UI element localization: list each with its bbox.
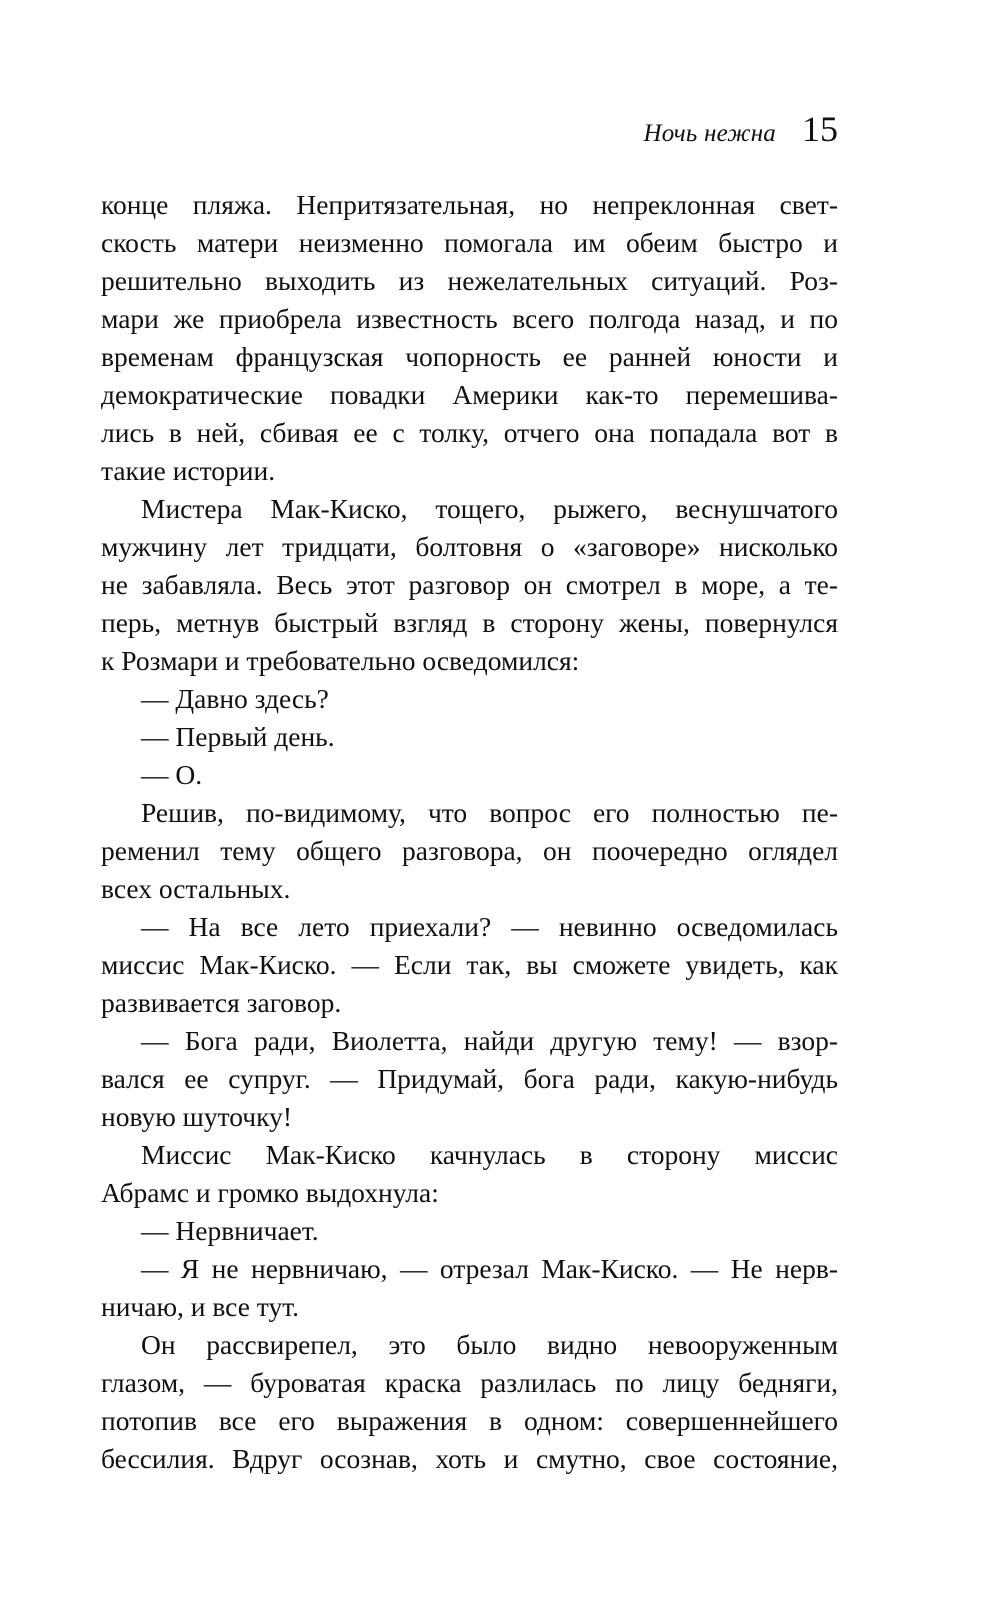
- paragraph: [101, 1250, 838, 1326]
- text-line: Решив, по-видимому, что вопрос его полностью пе-: [141, 797, 838, 828]
- text-line: глазом, — буроватая краска разлилась по лицу бедняги,: [101, 1367, 838, 1398]
- text-line: демократические повадки Америки как-то перемешива-: [101, 379, 838, 410]
- text-line: миссис Мак-Киско. — Если так, вы сможете увидеть, как: [101, 949, 838, 980]
- paragraph: [101, 718, 838, 756]
- paragraph: [101, 794, 838, 908]
- text-line: такие истории.: [101, 455, 276, 486]
- text-line: потопив все его выражения в одном: совершеннейшего: [101, 1405, 838, 1436]
- paragraph: [101, 490, 838, 680]
- paragraph: [101, 1326, 838, 1478]
- text-line: конце пляжа. Непритязательная, но непреклонная свет-: [101, 189, 838, 220]
- body-text: [101, 186, 838, 1478]
- text-line: Мистера Мак-Киско, тощего, рыжего, веснушчатого: [141, 493, 838, 524]
- text-line: мужчину лет тридцати, болтовня о «заговоре» нисколько: [101, 531, 838, 562]
- text-line: бессилия. Вдруг осознав, хоть и смутно, свое состояние,: [101, 1443, 838, 1474]
- text-line: новую шуточку!: [101, 1101, 293, 1132]
- text-line: скость матери неизменно помогала им обеим быстро и: [101, 227, 838, 258]
- text-line: Он рассвирепел, это было видно невооруженным: [141, 1329, 838, 1360]
- paragraph: [101, 186, 838, 490]
- text-line: ременил тему общего разговора, он поочередно оглядел: [101, 835, 838, 866]
- paragraph: [101, 908, 838, 1022]
- text-line: временам французская чопорность ее ранней юности и: [101, 341, 838, 372]
- text-line: решительно выходить из нежелательных ситуаций. Роз-: [101, 265, 838, 296]
- text-line: к Розмари и требовательно осведомился:: [101, 645, 580, 676]
- text-line: Миссис Мак-Киско качнулась в сторону миссис: [141, 1139, 838, 1170]
- text-line: — Первый день.: [141, 721, 335, 752]
- text-line: — На все лето приехали? — невинно осведомилась: [141, 911, 838, 942]
- paragraph: [101, 1022, 838, 1136]
- text-line: — Я не нервничаю, — отрезал Мак-Киско. — Не нерв-: [141, 1253, 838, 1284]
- text-line: — Нервничает.: [141, 1215, 319, 1246]
- text-line: Абрамс и громко выдохнула:: [101, 1177, 439, 1208]
- text-line: мари же приобрела известность всего полгода назад, и по: [101, 303, 838, 334]
- text-line: лись в ней, сбивая ее с толку, отчего она попадала вот в: [101, 417, 838, 448]
- text-line: ничаю, и все тут.: [101, 1291, 300, 1322]
- text-line: вался ее супруг. — Придумай, бога ради, какую-нибудь: [101, 1063, 838, 1094]
- text-line: всех остальных.: [101, 873, 291, 904]
- running-title: Ночь нежна: [643, 120, 776, 147]
- page-number: 15: [802, 109, 838, 149]
- text-line: — Давно здесь?: [141, 683, 329, 714]
- running-head: [644, 108, 839, 150]
- text-line: перь, метнув быстрый взгляд в сторону жены, повернулся: [101, 607, 838, 638]
- text-line: не забавляла. Весь этот разговор он смотрел в море, а те-: [101, 569, 838, 600]
- paragraph: [101, 680, 838, 718]
- text-line: — Бога ради, Виолетта, найди другую тему! — взор-: [141, 1025, 838, 1056]
- text-line: развивается заговор.: [101, 987, 342, 1018]
- paragraph: [101, 756, 838, 794]
- text-line: — О.: [141, 759, 203, 790]
- paragraph: [101, 1136, 838, 1212]
- paragraph: [101, 1212, 838, 1250]
